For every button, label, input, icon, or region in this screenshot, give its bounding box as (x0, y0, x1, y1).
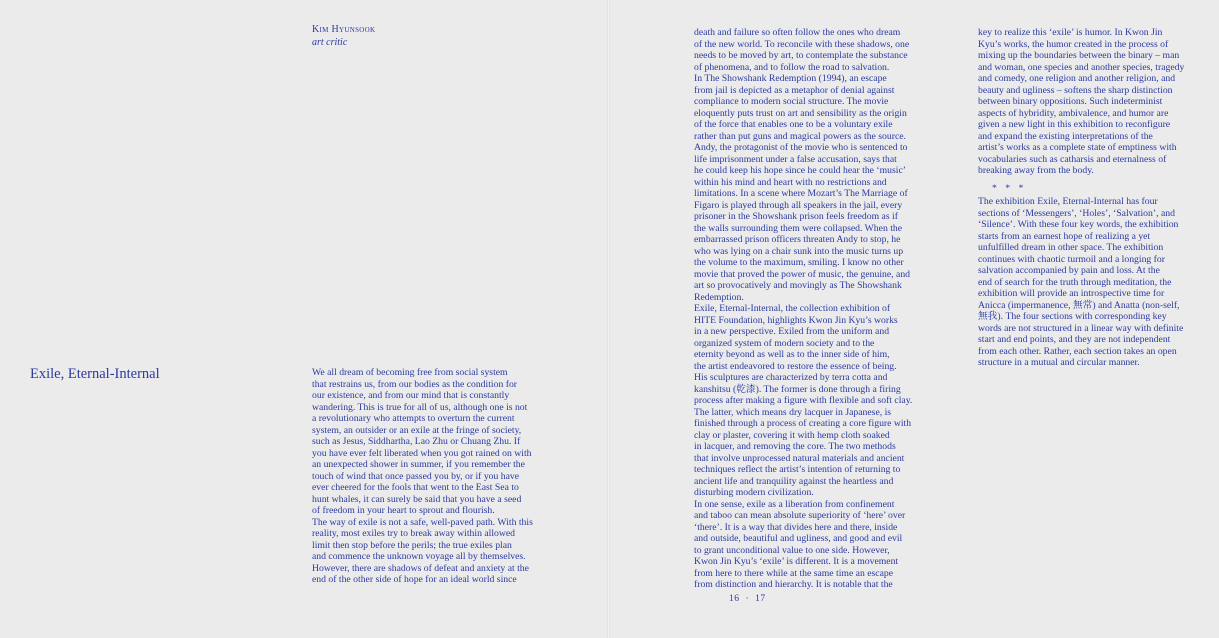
text-line: wandering. This is true for all of us, although one is not (312, 401, 528, 413)
page-numbers (729, 594, 766, 604)
text-line: and woman, one species and another species, tragedy (978, 61, 1185, 73)
text-line: of the force that enables one to be a voluntary exile (694, 119, 893, 130)
text-line: given a new light in this exhibition to reconfigure (978, 119, 1171, 130)
text-line: clay or plaster, covering it with hemp cloth soaked (694, 429, 890, 441)
page-number-separator: · (745, 594, 750, 604)
text-line: Andy, the protagonist of the movie who is sentenced to (694, 142, 908, 153)
text-line: limitations. In a scene where Mozart’s The Marriage of (694, 188, 908, 199)
text-line: movie that proved the power of music, the genuine, and (694, 268, 911, 280)
text-line: Kyu’s works, the humor created in the process of (978, 38, 1169, 50)
text-line: art so provocatively and movingly as The Showshank (694, 280, 902, 291)
text-line: key to realize this ‘exile’ is humor. In Kwon Jin (978, 27, 1163, 38)
text-line: starts from an earnest hope of realizing a yet (978, 230, 1151, 242)
text-line: 無我). The four sections with corresponding key (978, 311, 1167, 322)
text-line: hunt whales, it can surely be said that you have a seed (312, 493, 522, 505)
text-line: ‘Silence’. With these four key words, the exhibition (978, 219, 1179, 230)
text-line: Exile, Eternal-Internal, the collection exhibition of (694, 303, 891, 314)
text-line: our existence, and from our mind that is constantly (312, 390, 510, 401)
left-page (0, 0, 608, 638)
author-role: art critic (312, 36, 348, 48)
text-line: that restrains us, from our bodies as the condition for (312, 378, 518, 390)
text-line: in lacquer, and removing the core. The two methods (694, 441, 896, 452)
text-line: process after making a figure with flexible and soft clay. (694, 395, 913, 406)
text-line: Redemption. (694, 291, 744, 303)
text-line: HITE Foundation, highlights Kwon Jin Kyu’s works (694, 314, 898, 326)
text-line: death and failure so often follow the ones who dream (694, 27, 901, 38)
text-column-1 (312, 367, 533, 586)
text-line: His sculptures are characterized by terra cotta and (694, 372, 888, 383)
text-line: rather than put guns and magical powers as the source. (694, 130, 906, 142)
text-line: Anicca (impermanence, 無常) and Anatta (non-self, (978, 299, 1180, 311)
text-line: Kwon Jin Kyu’s ‘exile’ is different. It is a movement (694, 556, 899, 567)
text-line: and commence the unknown voyage all by themselves. (312, 551, 526, 562)
text-line: in a new perspective. Exiled from the uniform and (694, 326, 890, 337)
text-line: compliance to modern social structure. The movie (694, 96, 889, 107)
text-line: the artist endeavored to restore the essence of being. (694, 360, 897, 372)
text-line: needs to be moved by art, to contemplate the substance (694, 50, 908, 61)
text-line: and outside, beautiful and ugliness, and good and evil (694, 533, 903, 544)
text-line: exhibition will provide an introspective time for (978, 288, 1165, 299)
text-column-2 (694, 27, 912, 591)
text-line: start and end points, and they are not independent (978, 334, 1171, 345)
text-line: ancient life and tranquility against the heartless and (694, 475, 894, 487)
text-line: system, an outsider or an exile at the fringe of society, (312, 424, 522, 436)
text-line: prisoner in the Showshank prison feels freedom as if (694, 211, 898, 222)
section-divider: * * * (992, 182, 1027, 194)
text-line: mixing up the boundaries between the binary – man (978, 50, 1180, 61)
text-line: such as Jesus, Siddhartha, Lao Zhu or Chuang Zhu. If (312, 436, 521, 447)
text-line: and taboo can mean absolute superiority of ‘here’ over (694, 510, 906, 521)
text-line: continues with chaotic turmoil and a longing for (978, 253, 1165, 265)
text-column-3 (978, 27, 1184, 369)
text-line: In The Showshank Redemption (1994), an escape (694, 73, 887, 84)
text-line: disturbing modern civilization. (694, 487, 814, 498)
author-name: Kim Hyunsook (312, 24, 376, 35)
text-line: The exhibition Exile, Eternal-Internal has four (978, 196, 1158, 207)
text-line: words are not structured in a linear way with definite (978, 322, 1184, 334)
text-line: reality, most exiles try to break away within allowed (312, 528, 516, 539)
text-line: end of search for the truth through meditation, the (978, 276, 1172, 288)
text-line: an unexpected shower in summer, if you remember the (312, 459, 525, 470)
text-line: of phenomena, and to follow the road to salvation. (694, 61, 890, 73)
essay-title: Exile, Eternal-Internal (30, 366, 160, 382)
text-line: The latter, which means dry lacquer in Japanese, is (694, 406, 892, 418)
text-line: from jail is depicted as a metaphor of denial against (694, 84, 895, 96)
text-line: you have ever felt liberated when you got rained on with (312, 447, 532, 459)
text-line: kanshitsu (乾漆). The former is done through a firing (694, 383, 901, 395)
text-line: structure in a mutual and circular manner. (978, 357, 1140, 368)
text-line: We all dream of becoming free from social system (312, 367, 508, 378)
text-line: a revolutionary who attempts to overturn the current (312, 413, 515, 424)
text-line: The way of exile is not a safe, well-paved path. With this (312, 516, 533, 528)
page-number-left: 16 (729, 594, 740, 604)
text-line: the walls surrounding them were collapsed. When the (694, 222, 903, 234)
text-line: to grant unconditional value to one side. However, (694, 544, 890, 556)
text-line: who was lying on a chair sunk into the music turns up (694, 245, 904, 257)
text-line: that involve unprocessed natural materials and ancient (694, 452, 905, 464)
text-line: In one sense, exile as a liberation from confinement (694, 498, 895, 510)
text-line: Figaro is played through all speakers in the jail, every (694, 199, 903, 211)
text-line: from each other. Rather, each section takes an open (978, 345, 1177, 357)
text-line: of freedom in your heart to sprout and flourish. (312, 505, 495, 516)
text-line: breaking away from the body. (978, 165, 1094, 176)
page-number-right: 17 (755, 594, 766, 604)
text-line: from distinction and hierarchy. It is notable that the (694, 579, 893, 590)
text-line: life imprisonment under a false accusation, says that (694, 153, 897, 165)
text-line: finished through a process of creating a core figure with (694, 418, 912, 429)
text-line: beauty and ugliness – softens the sharp distinction (978, 84, 1173, 96)
text-line: eternity beyond as well as to the inner side of him, (694, 349, 890, 360)
text-line: and comedy, one religion and another religion, and (978, 73, 1176, 84)
text-line: unfulfilled dream in other space. The exhibition (978, 242, 1164, 253)
text-line: from here to there while at the same time an escape (694, 567, 894, 579)
text-line: and expand the existing interpretations of the (978, 130, 1153, 142)
text-line: sections of ‘Messengers’, ‘Holes’, ‘Salvation’, and (978, 207, 1175, 219)
text-line: techniques reflect the artist’s intention of returning to (694, 464, 901, 475)
author-credit (312, 24, 375, 49)
text-line: organized system of modern society and to the (694, 337, 875, 349)
text-line: within his mind and heart with no restrictions and (694, 176, 887, 188)
text-line: salvation accompanied by pain and loss. At the (978, 265, 1160, 276)
text-line: the volume to the maximum, smiling. I know no other (694, 257, 904, 268)
text-line: between binary oppositions. Such indeterminist (978, 96, 1163, 107)
text-line: aspects of hybridity, ambivalence, and humor are (978, 107, 1169, 119)
text-line: end of the other side of hope for an ideal world since (312, 574, 517, 585)
text-line: vocabularies such as catharsis and eternalness of (978, 153, 1167, 165)
text-line: he could keep his hope since he could hear the ‘music’ (694, 165, 906, 176)
text-line: ever cheered for the fools that went to the East Sea to (312, 482, 519, 493)
text-line: However, there are shadows of defeat and anxiety at the (312, 562, 529, 574)
text-line: of the new world. To reconcile with these shadows, one (694, 38, 910, 50)
text-line: embarrassed prison officers threaten Andy to stop, he (694, 234, 901, 245)
text-line: touch of wind that once passed you by, or if you have (312, 470, 520, 482)
text-line: eloquently puts trust on art and sensibility as the origin (694, 107, 907, 119)
text-line: limit then stop before the perils; the true exiles plan (312, 539, 512, 551)
text-line: artist’s works as a complete state of emptiness with (978, 142, 1177, 153)
text-line: ‘there’. It is a way that divides here and there, inside (694, 521, 898, 533)
